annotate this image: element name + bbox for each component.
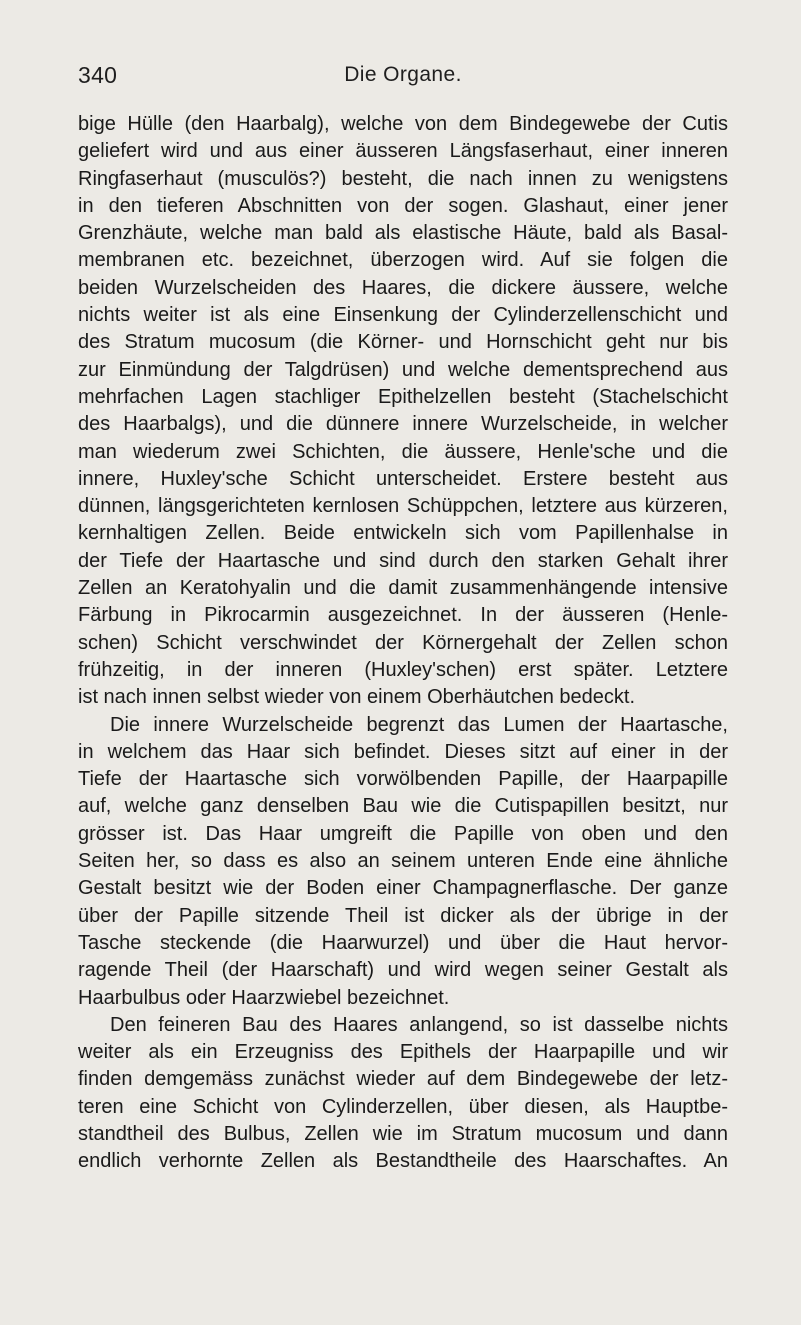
text-line: in welchem das Haar sich befindet. Dieses sitzt auf einer in der — [78, 740, 728, 763]
page-number: 340 — [78, 62, 118, 88]
text-line: des Haarbalgs), und die dünnere innere Wurzelscheide, in welcher — [78, 413, 728, 436]
text-line: man wiederum zwei Schichten, die äussere, Henle'sche und die — [78, 440, 728, 463]
text-line: Seiten her, so dass es also an seinem unteren Ende eine ähnliche — [78, 850, 728, 873]
text-line: frühzeitig, in der inneren (Huxley'schen) erst später. Letztere — [78, 658, 728, 681]
text-line: Tasche steckende (die Haarwurzel) und über die Haut hervor- — [78, 931, 728, 954]
text-line: bige Hülle (den Haarbalg), welche von dem Bindegewebe der Cutis — [78, 113, 728, 135]
text-line: dünnen, längsgerichteten kernlosen Schüppchen, letztere aus kürzeren, — [78, 495, 728, 518]
text-line: des Stratum mucosum (die Körner- und Hornschicht geht nur bis — [78, 331, 728, 354]
text-line: kernhaltigen Zellen. Beide entwickeln sich vom Papillenhalse in — [78, 522, 728, 545]
text-line: grösser ist. Das Haar umgreift die Papille von oben und den — [78, 822, 728, 845]
text-line: membranen etc. bezeichnet, überzogen wird. Auf sie folgen die — [78, 249, 728, 272]
text-line: Tiefe der Haartasche sich vorwölbenden Papille, der Haarpapille — [78, 768, 728, 791]
text-line: Grenzhäute, welche man bald als elastische Häute, bald als Basal- — [78, 222, 728, 245]
text-line: schen) Schicht verschwindet der Körnergehalt der Zellen schon — [78, 631, 728, 654]
text-line: weiter als ein Erzeugniss des Epithels der Haarpapille und wir — [78, 1041, 728, 1064]
text-line: der Tiefe der Haartasche und sind durch den starken Gehalt ihrer — [78, 549, 728, 572]
text-line: Zellen an Keratohyalin und die damit zusammenhängende intensive — [78, 577, 728, 600]
text-line: Gestalt besitzt wie der Boden einer Champagnerflasche. Der ganze — [78, 877, 728, 900]
text-line: ist nach innen selbst wieder von einem Oberhäutchen bedeckt. — [78, 686, 636, 709]
text-line: finden demgemäss zunächst wieder auf dem Bindegewebe der letz- — [78, 1068, 728, 1091]
text-line: innere, Huxley'sche Schicht unterscheidet. Erstere besteht aus — [78, 467, 728, 490]
text-line: Ringfaserhaut (musculös?) besteht, die nach innen zu wenigstens — [78, 167, 728, 190]
text-line: zur Einmündung der Talgdrüsen) und welche dementsprechend aus — [78, 358, 728, 381]
text-line: auf, welche ganz denselben Bau wie die Cutispapillen besitzt, nur — [78, 795, 728, 818]
text-line: ragende Theil (der Haarschaft) und wird wegen seiner Gestalt als — [78, 959, 728, 982]
text-line: Die innere Wurzelscheide begrenzt das Lumen der Haartasche, — [110, 713, 728, 736]
text-line: endlich verhornte Zellen als Bestandtheile des Haarschaftes. An — [78, 1150, 728, 1173]
text-line: Färbung in Pikrocarmin ausgezeichnet. In der äusseren (Henle- — [78, 604, 728, 627]
text-line: mehrfachen Lagen stachliger Epithelzellen besteht (Stachelschicht — [78, 385, 728, 408]
text-line: standtheil des Bulbus, Zellen wie im Stratum mucosum und dann — [78, 1122, 728, 1145]
page-header — [78, 62, 728, 92]
body-text — [78, 111, 728, 1176]
running-head: Die Organe. — [344, 63, 462, 86]
text-line: Den feineren Bau des Haares anlangend, so ist dasselbe nichts — [110, 1013, 728, 1036]
text-line: nichts weiter ist als eine Einsenkung der Cylinderzellenschicht und — [78, 304, 728, 327]
text-line: geliefert wird und aus einer äusseren Längsfaserhaut, einer inneren — [78, 140, 728, 163]
text-line: beiden Wurzelscheiden des Haares, die dickere äussere, welche — [78, 276, 728, 299]
text-line: über der Papille sitzende Theil ist dicker als der übrige in der — [78, 904, 728, 927]
text-line: Haarbulbus oder Haarzwiebel bezeichnet. — [78, 986, 450, 1009]
text-line: teren eine Schicht von Cylinderzellen, über diesen, als Hauptbe- — [78, 1095, 728, 1118]
text-line: in den tieferen Abschnitten von der sogen. Glashaut, einer jener — [78, 194, 728, 217]
